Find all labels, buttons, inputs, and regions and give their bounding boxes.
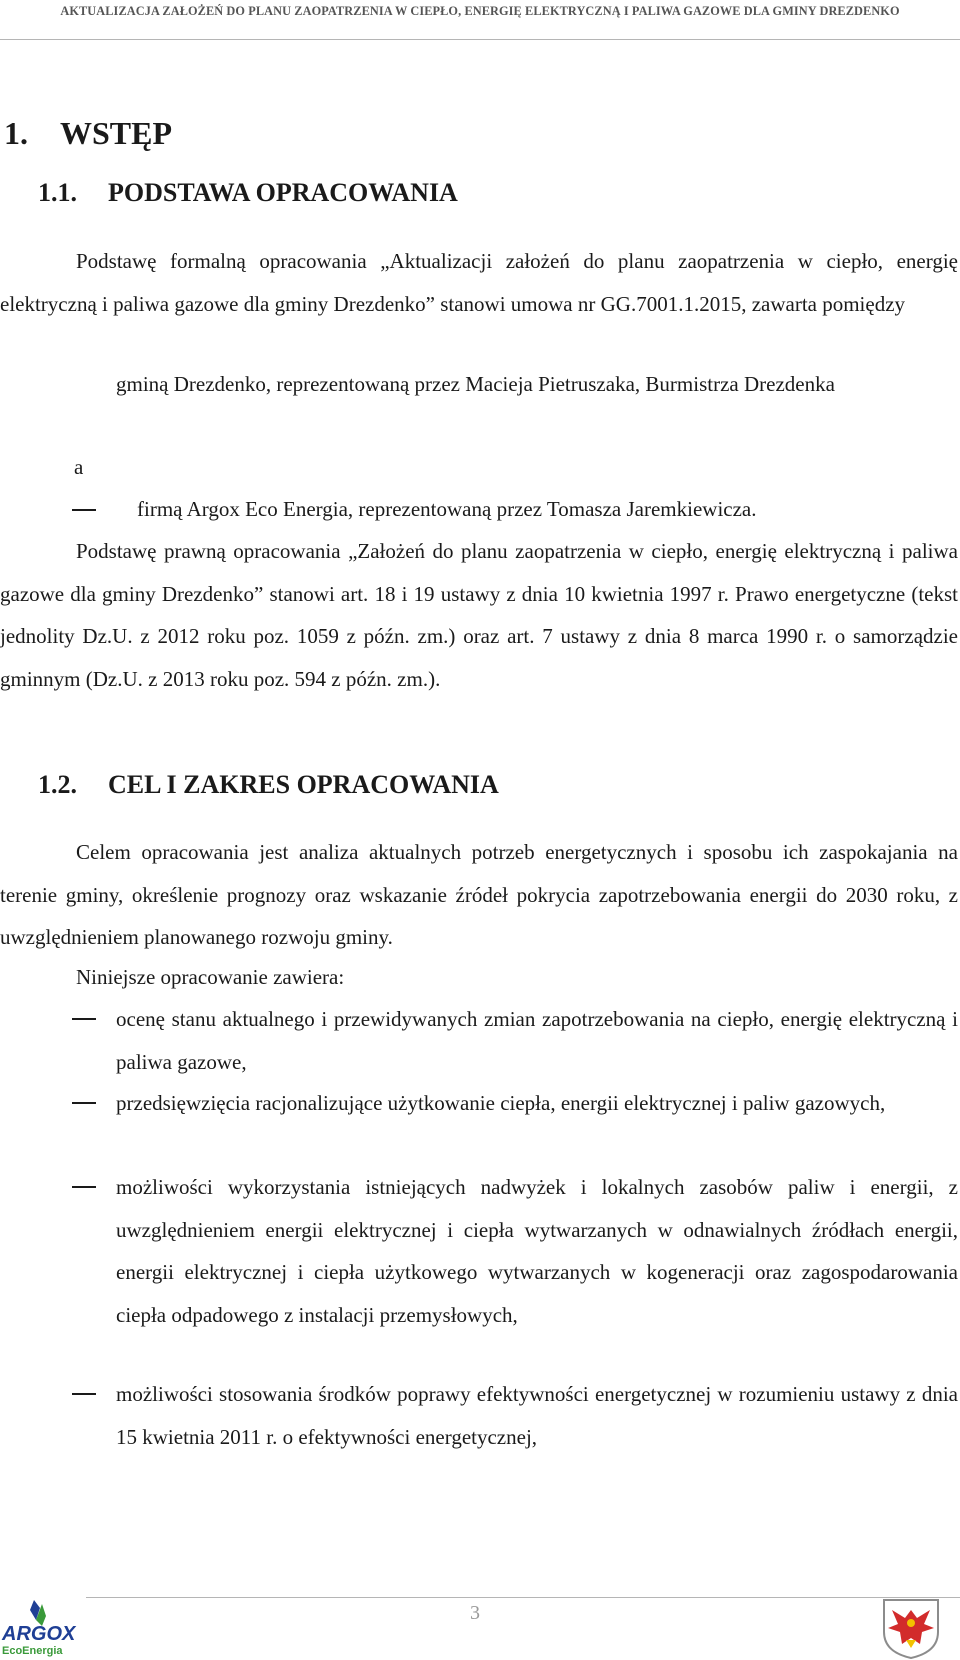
party-2-text: firmą Argox Eco Energia, reprezentowaną przez Tomasza Jaremkiewicza.	[137, 497, 757, 521]
conjunction-text: a	[74, 455, 84, 479]
municipal-crest-icon	[880, 1596, 942, 1660]
argox-logo	[0, 1598, 86, 1660]
section-1-2-number: 1.2.	[38, 770, 77, 799]
argox-logo-subtext: EcoEnergia	[2, 1645, 63, 1657]
contents-intro: Niniejsze opracowanie zawiera:	[76, 965, 345, 989]
section-1-heading	[4, 115, 172, 152]
dash-bullet	[72, 509, 96, 511]
dash-bullet	[72, 1393, 96, 1395]
section-1-1-heading	[38, 178, 458, 208]
basis-legal-paragraph: Podstawę prawną opracowania „Założeń do planu zaopatrzenia w ciepło, energię elektryczną i paliwa gazowe dla gminy Drezdenko” stanowi art. 18 i 19 ustawy z dnia 10 kwietnia 1997 r. Prawo energetyczne (tekst jednolity Dz.U. z 2012 roku poz. 1059 z późn. zm.) oraz art. 7 ustawy z dnia 8 marca 1990 r. o samorządzie gminnym (Dz.U. z 2013 roku poz. 594 z późn. zm.).	[0, 539, 958, 691]
section-1-title: WSTĘP	[60, 115, 173, 151]
page-number: 3	[470, 1602, 480, 1624]
goal-paragraph: Celem opracowania jest analiza aktualnych potrzeb energetycznych i sposobu ich zaspokajania na terenie gminy, określenie prognozy oraz wskazanie źródeł pokrycia zapotrzebowania energii do 2030 roku, z uwzględnieniem planowanego rozwoju gminy.	[0, 840, 958, 949]
dash-bullet	[72, 1018, 96, 1020]
argox-logo-text: ARGOX	[2, 1623, 76, 1645]
dash-bullet	[72, 1186, 96, 1188]
section-1-2-title: CEL I ZAKRES OPRACOWANIA	[108, 770, 499, 799]
list-item-text: możliwości stosowania środków poprawy efektywności energetycznej w rozumieniu ustawy z dnia 15 kwietnia 2011 r. o efektywności energetycznej,	[116, 1382, 958, 1449]
list-item-text: ocenę stanu aktualnego i przewidywanych zmian zapotrzebowania na ciepło, energię elektryczną i paliwa gazowe,	[116, 1007, 958, 1074]
running-header: AKTUALIZACJA ZAŁOŻEŃ DO PLANU ZAOPATRZENIA W CIEPŁO, ENERGIĘ ELEKTRYCZNĄ I PALIWA GAZOWE DLA GMINY DREZDENKO	[0, 0, 960, 40]
section-1-1-title: PODSTAWA OPRACOWANIA	[108, 178, 458, 207]
dash-bullet	[72, 1102, 96, 1104]
footer-rule	[86, 1597, 960, 1598]
section-1-number: 1.	[4, 115, 28, 151]
party-1-text: gminą Drezdenko, reprezentowaną przez Macieja Pietruszaka, Burmistrza Drezdenka	[116, 372, 835, 396]
section-1-2-heading	[38, 770, 499, 800]
list-item-text: przedsięwzięcia racjonalizujące użytkowanie ciepła, energii elektrycznej i paliw gazowych,	[116, 1091, 886, 1115]
list-item-text: możliwości wykorzystania istniejących nadwyżek i lokalnych zasobów paliw i energii, z uwzględnieniem energii elektrycznej i ciepła wytwarzanych w odnawialnych źródłach energii, energii elektrycznej i ciepła użytkowego wytwarzanych w kogeneracji oraz zagospodarowania ciepła odpadowego z instalacji przemysłowych,	[116, 1175, 958, 1327]
basis-formal-paragraph: Podstawę formalną opracowania „Aktualizacji założeń do planu zaopatrzenia w ciepło, energię elektryczną i paliwa gazowe dla gminy Drezdenko” stanowi umowa nr GG.7001.1.2015, zawarta pomiędzy	[0, 249, 958, 316]
section-1-1-number: 1.1.	[38, 178, 77, 207]
